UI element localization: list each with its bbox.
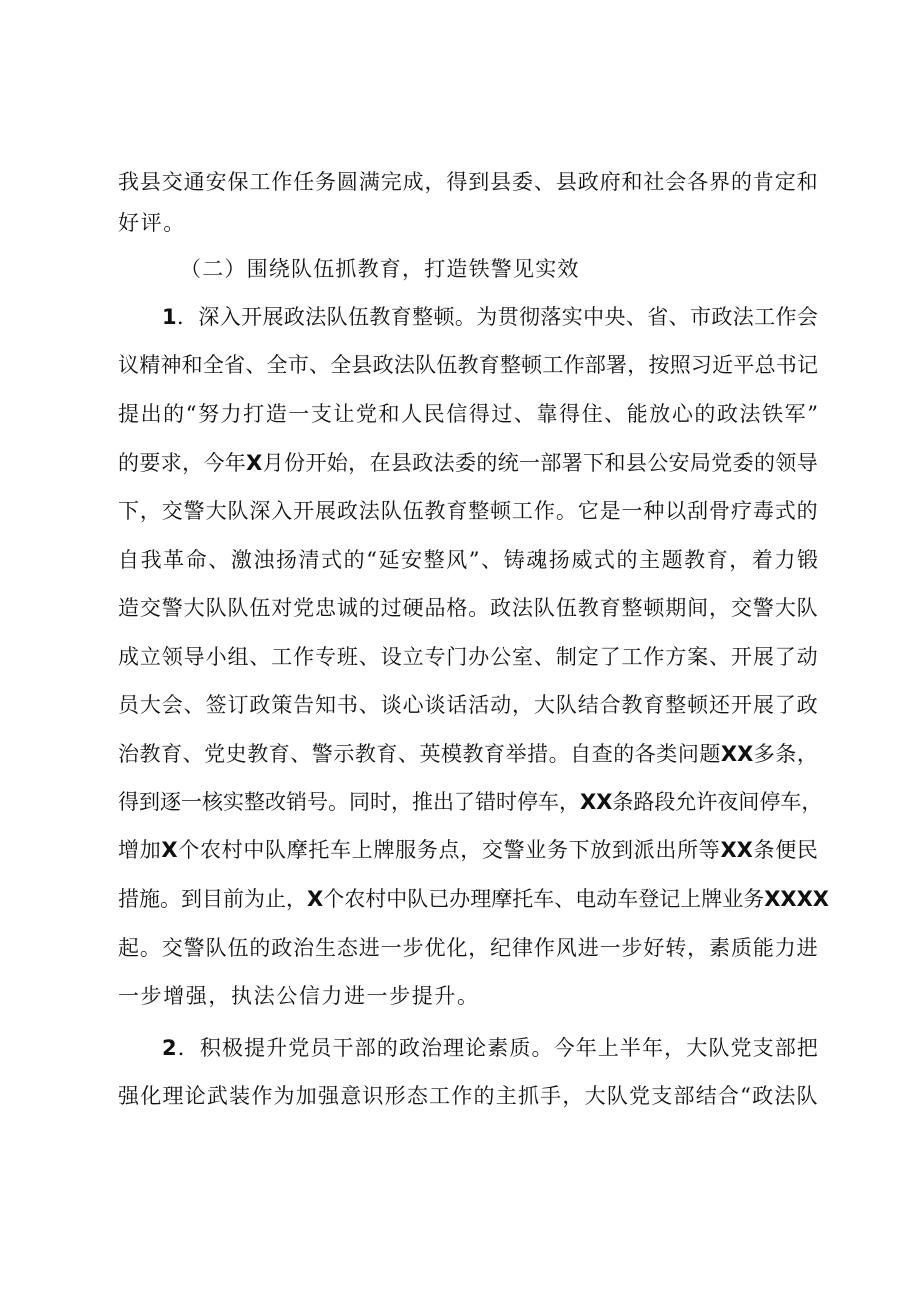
paragraph-line: 好评。 bbox=[118, 211, 186, 235]
paragraph-line: 员 大 会 、 签 订 政 策 告 知 书 、 谈 心 谈 话 活 动 ， 大 队 结 合 教 育 整 顿 还 开 展 了 政 bbox=[118, 693, 818, 717]
paragraph-line: 下 ， 交 警 大 队 深 入 开 展 政 法 队 伍 教 育 整 顿 工 作 。 它 是 一 种 以 刮 骨 疗 毒 式 的 bbox=[118, 499, 818, 523]
paragraph-line: 议 精 神 和 全 省 、 全 市 、 全 县 政 法 队 伍 教 育 整 顿 工 作 部 署 ， 按 照 习 近 平 总 书 记 bbox=[118, 353, 818, 377]
section-heading: （二）围绕队伍抓教育，打造铁警见实效 bbox=[180, 257, 580, 281]
paragraph-line: 增 加 X 个 农 村 中 队 摩 托 车 上 牌 服 务 点 ， 交 警 业 务 下 放 到 派 出 所 等 XX 条 便 民 bbox=[118, 838, 818, 862]
paragraph-line: 的 要 求 ， 今 年 X 月 份 开 始 ， 在 县 政 法 委 的 统 一 部 署 下 和 县 公 安 局 党 委 的 领 导 bbox=[118, 451, 818, 475]
paragraph-line: 措 施 。 到 目 前 为 止 ， X 个 农 村 中 队 已 办 理 摩 托 车 、 电 动 车 登 记 上 牌 业 务 XXXX bbox=[118, 887, 829, 911]
paragraph-line: 1 ． 深 入 开 展 政 法 队 伍 教 育 整 顿 。 为 贯 彻 落 实 中 央 、 省 、 市 政 法 工 作 会 bbox=[162, 305, 818, 329]
paragraph-line: 造 交 警 大 队 队 伍 对 党 忠 诚 的 过 硬 品 格 。 政 法 队 伍 教 育 整 顿 期 间 ， 交 警 大 队 bbox=[118, 596, 818, 620]
paragraph-line: 2 ． 积 极 提 升 党 员 干 部 的 政 治 理 论 素 质 。 今 年 上 半 年 ， 大 队 党 支 部 把 bbox=[162, 1036, 818, 1060]
paragraph-line: 提 出 的 “ 努 力 打 造 一 支 让 党 和 人 民 信 得 过 、 靠 得 住 、 能 放 心 的 政 法 铁 军 ” bbox=[118, 402, 818, 426]
paragraph-line: 治 教 育 、 党 史 教 育 、 警 示 教 育 、 英 模 教 育 举 措 。 自 查 的 各 类 问 题 XX 多 条 ， bbox=[118, 742, 818, 766]
paragraph-line: 我 县 交 通 安 保 工 作 任 务 圆 满 完 成 ， 得 到 县 委 、 县 政 府 和 社 会 各 界 的 肯 定 和 bbox=[118, 170, 818, 194]
paragraph-line: 一步增强，执法公信力进一步提升。 bbox=[118, 984, 480, 1008]
paragraph-line: 得 到 逐 一 核 实 整 改 销 号 。 同 时 ， 推 出 了 错 时 停 车 ， XX 条 路 段 允 许 夜 间 停 车 ， bbox=[118, 790, 823, 814]
paragraph-line: 成 立 领 导 小 组 、 工 作 专 班 、 设 立 专 门 办 公 室 、 制 定 了 工 作 方 案 、 开 展 了 动 bbox=[118, 645, 818, 669]
paragraph-line: 起 。 交 警 队 伍 的 政 治 生 态 进 一 步 优 化 ， 纪 律 作 风 进 一 步 好 转 ， 素 质 能 力 进 bbox=[118, 936, 818, 960]
paragraph-line: 强 化 理 论 武 装 作 为 加 强 意 识 形 态 工 作 的 主 抓 手 ， 大 队 党 支 部 结 合 “ 政 法 队 bbox=[118, 1084, 818, 1108]
paragraph-line: 自 我 革 命 、 激 浊 扬 清 式 的 “ 延 安 整 风 ” 、 铸 魂 扬 威 式 的 主 题 教 育 ， 着 力 锻 bbox=[118, 548, 818, 572]
